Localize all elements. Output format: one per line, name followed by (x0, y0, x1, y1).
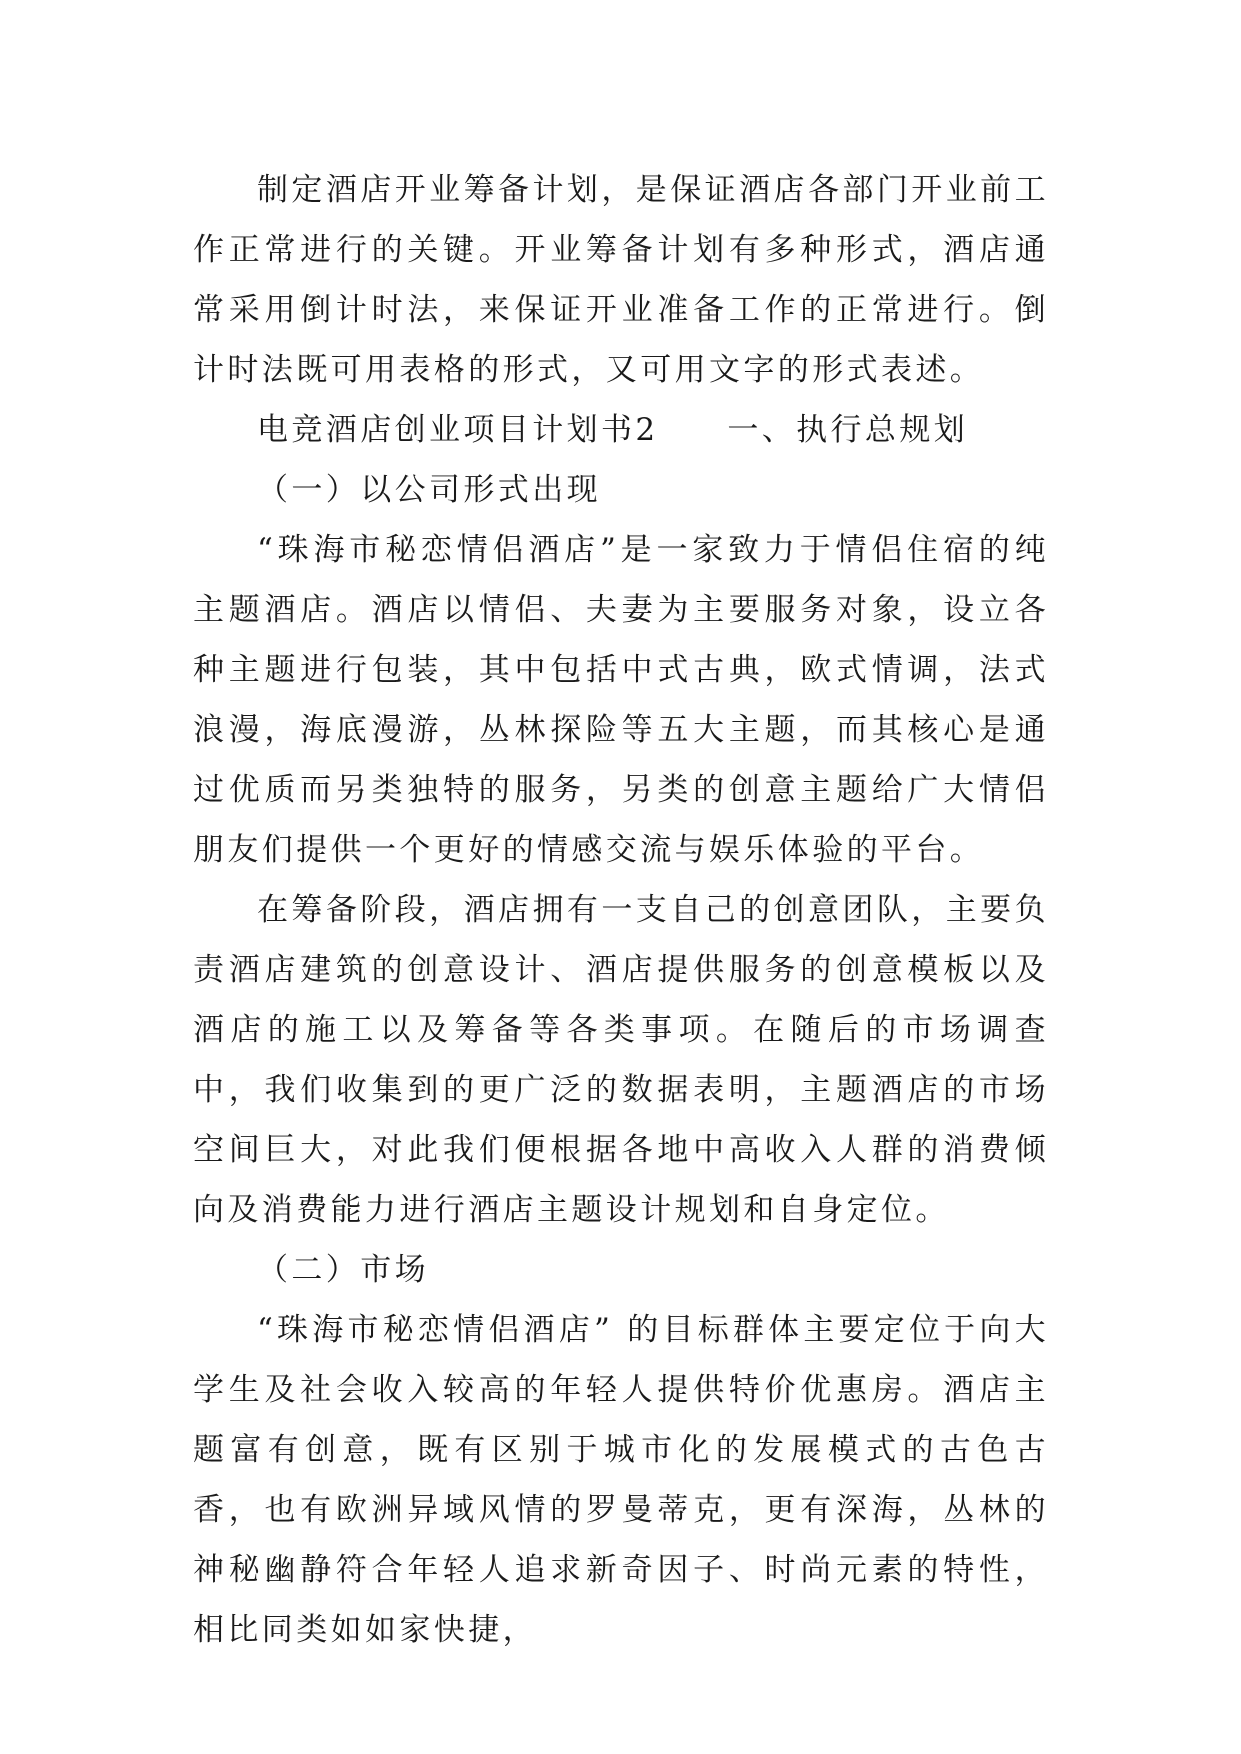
paragraph-preparation-stage: 在筹备阶段，酒店拥有一支自己的创意团队，主要负责酒店建筑的创意设计、酒店提供服务的创意模板以及酒店的施工以及筹备等各类事项。在随后的市场调查中，我们收集到的更广泛的数据表明，主题酒店的市场空间巨大，对此我们便根据各地中高收入人群的消费倾向及消费能力进行酒店主题设计规划和自身定位。 (193, 892, 1049, 1228)
paragraph-hotel-intro: “珠海市秘恋情侣酒店”是一家致力于情侣住宿的纯主题酒店。酒店以情侣、夫妻为主要服务对象，设立各种主题进行包装，其中包括中式古典，欧式情调，法式浪漫，海底漫游，丛林探险等五大主题，而其核心是通过优质而另类独特的服务，另类的创意主题给广大情侣朋友们提供一个更好的情感交流与娱乐体验的平台。 (193, 532, 1049, 868)
subheading-market: （二）市场 (257, 1252, 429, 1288)
document-body (193, 160, 1049, 1660)
subheading-company-form: （一）以公司形式出现 (257, 472, 601, 508)
paragraph-target-market: “珠海市秘恋情侣酒店” 的目标群体主要定位于向大学生及社会收入较高的年轻人提供特价优惠房。酒店主题富有创意，既有区别于城市化的发展模式的古色古香，也有欧洲异域风情的罗曼蒂克，更有深海，丛林的神秘幽静符合年轻人追求新奇因子、时尚元素的特性，相比同类如如家快捷， (193, 1312, 1049, 1648)
paragraph-opening-plan: 制定酒店开业筹备计划，是保证酒店各部门开业前工作正常进行的关键。开业筹备计划有多种形式，酒店通常采用倒计时法，来保证开业准备工作的正常进行。倒计时法既可用表格的形式，又可用文字的形式表述。 (193, 172, 1049, 388)
section-heading-execution-plan: 电竞酒店创业项目计划书2 一、执行总规划 (257, 412, 969, 448)
